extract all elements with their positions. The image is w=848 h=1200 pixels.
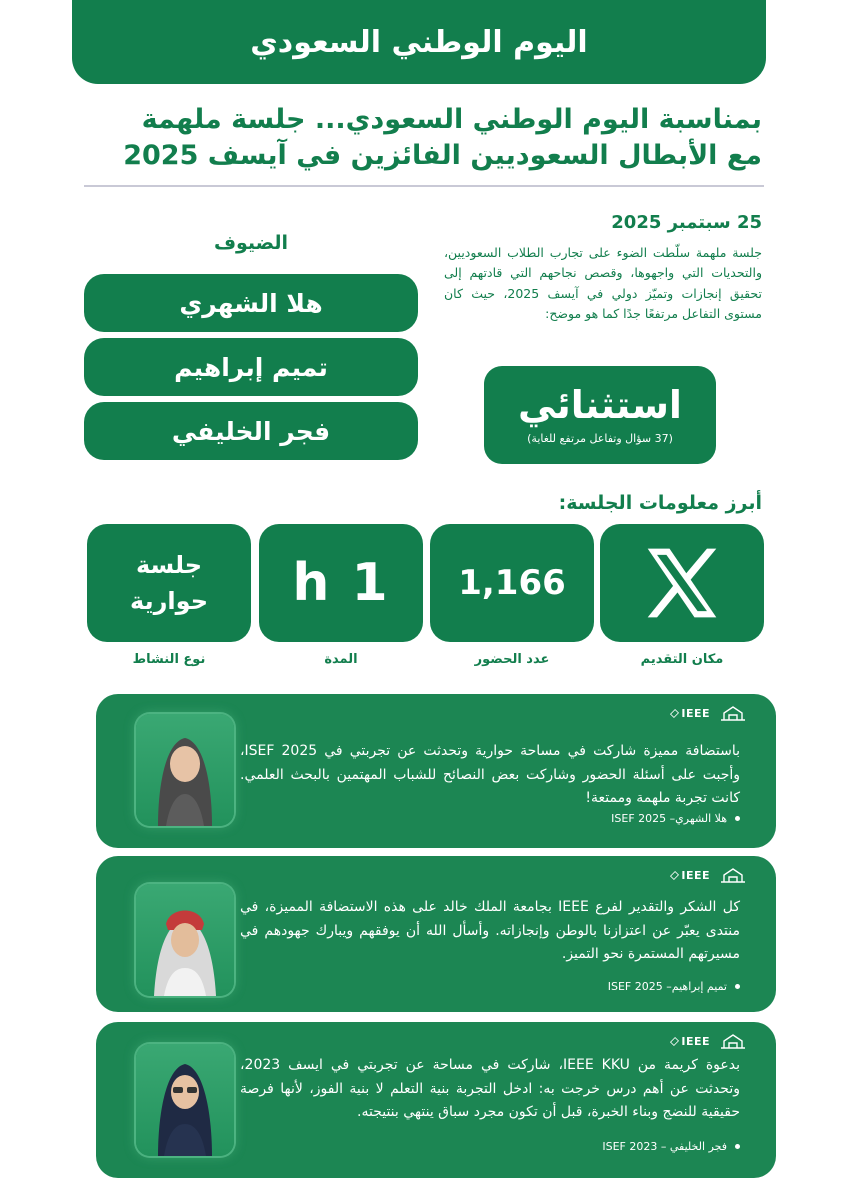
ieee-diamond-icon: [670, 870, 679, 879]
guest-name-pill: [84, 274, 418, 332]
testimonial-quote: كل الشكر والتقدير لفرع IEEE بجامعة الملك خالد على هذه الاستضافة المميزة، في منتدى يعبّر عن اعتزازنا بالوطن وإنجازاته. وأسأل الله أن يوفقهم ويبارك جهودهم في مسيرتهم المستمرة نحو التميز.: [240, 899, 740, 963]
engagement-detail: (37 سؤال وتفاعل مرتفع للغاية): [527, 432, 673, 446]
guest-name: تميم إبراهيم: [174, 352, 328, 382]
banner-title: اليوم الوطني السعودي: [250, 24, 588, 60]
activity-type-line-2: حوارية: [130, 587, 208, 615]
ieee-diamond-icon: [670, 1036, 679, 1045]
person-silhouette-icon: [136, 884, 234, 996]
guest-photo-avatar: [136, 714, 234, 826]
testimonial-signature: [608, 980, 740, 993]
session-info-title: أبرز معلومات الجلسة:: [558, 492, 762, 514]
ieee-logo: [671, 1035, 710, 1048]
testimonial-card: [96, 1022, 776, 1178]
university-logo-icon: [720, 704, 746, 722]
university-logo-icon: [720, 1032, 746, 1050]
headline-line-1: بمناسبة اليوم الوطني السعودي... جلسة ملهمة: [141, 104, 762, 135]
event-date: 25 سبتمبر 2025: [611, 212, 762, 233]
guests-title: الضيوف: [213, 232, 289, 254]
bullet-dot: [735, 984, 740, 989]
guest-photo-avatar: [136, 884, 234, 996]
ieee-diamond-icon: [670, 708, 679, 717]
venue-card: [600, 524, 764, 642]
guest-name: هلا الشهري: [179, 288, 323, 318]
testimonial-signature: [611, 812, 740, 825]
activity-type-card: [87, 524, 251, 642]
attendance-card: [430, 524, 594, 642]
duration-card: [259, 524, 423, 642]
event-description: جلسة ملهمة سلّطت الضوء على تجارب الطلاب السعوديين، والتحديات التي واجهوها، وقصص نجاحهم التي قادتهم إلى تحقيق إنجازات وتميّز دولي في آيسف 2025، حيث كان مستوى التفاعل مرتفعًا جدًا كما هو موضح:: [444, 245, 762, 321]
activity-type-line-1: جلسة: [135, 551, 203, 579]
partner-logos: [671, 866, 746, 884]
ieee-logo-text: IEEE: [681, 868, 710, 882]
engagement-badge: [484, 366, 716, 464]
guest-name-pill: [84, 402, 418, 460]
guest-name: فجر الخليفي: [171, 416, 331, 446]
ieee-logo-text: IEEE: [681, 1034, 710, 1048]
testimonial-signature: [602, 1140, 740, 1153]
duration-value: 1 h: [292, 553, 390, 613]
attendance-value: 1,166: [458, 563, 566, 603]
bullet-dot: [735, 816, 740, 821]
ieee-logo-text: IEEE: [681, 706, 710, 720]
engagement-value: استثنائي: [518, 382, 682, 427]
signature-text: فجر الخليفي – ISEF 2023: [602, 1140, 727, 1153]
partner-logos: [671, 1032, 746, 1050]
signature-text: هلا الشهري– ISEF 2025: [611, 812, 727, 825]
person-silhouette-icon: [136, 1044, 234, 1156]
partner-logos: [671, 704, 746, 722]
venue-label: مكان التقديم: [640, 652, 724, 667]
duration-label: المدة: [324, 652, 358, 667]
university-logo-icon: [720, 866, 746, 884]
ieee-logo: [671, 707, 710, 720]
x-logo-icon: [643, 544, 721, 622]
ieee-logo: [671, 869, 710, 882]
testimonial-quote: بدعوة كريمة من IEEE KKU، شاركت في مساحة عن تجربتي في ايسف 2023، وتحدثت عن أهم درس خرجت به: ادخل التجربة بنية التعلم لا بنية الفوز، لأنها فرصة حقيقية للنضج وبناء الخبرة، قبل أن تكون مجرد سباق ينتهي بنتيجته.: [240, 1057, 740, 1121]
header-banner: [72, 0, 766, 84]
signature-text: تميم إبراهيم– ISEF 2025: [607, 980, 727, 993]
bullet-dot: [735, 1144, 740, 1149]
attendance-label: عدد الحضور: [474, 652, 550, 667]
headline-divider: [84, 185, 764, 187]
testimonial-card: [96, 694, 776, 848]
page-headline: [84, 102, 762, 175]
guest-photo-avatar: [136, 1044, 234, 1156]
testimonial-quote: باستضافة مميزة شاركت في مساحة حوارية وتحدثت عن تجربتي في ISEF 2025، وأجبت على أسئلة الحضور وشاركت بعض النصائح للشباب المهتمين بالبحث العلمي. كانت تجربة ملهمة وممتعة!: [240, 743, 740, 807]
guest-name-pill: [84, 338, 418, 396]
headline-line-2: مع الأبطال السعوديين الفائزين في آيسف 2025: [123, 140, 762, 172]
person-silhouette-icon: [136, 714, 234, 826]
testimonial-card: [96, 856, 776, 1012]
activity-type-label: نوع النشاط: [132, 652, 206, 667]
